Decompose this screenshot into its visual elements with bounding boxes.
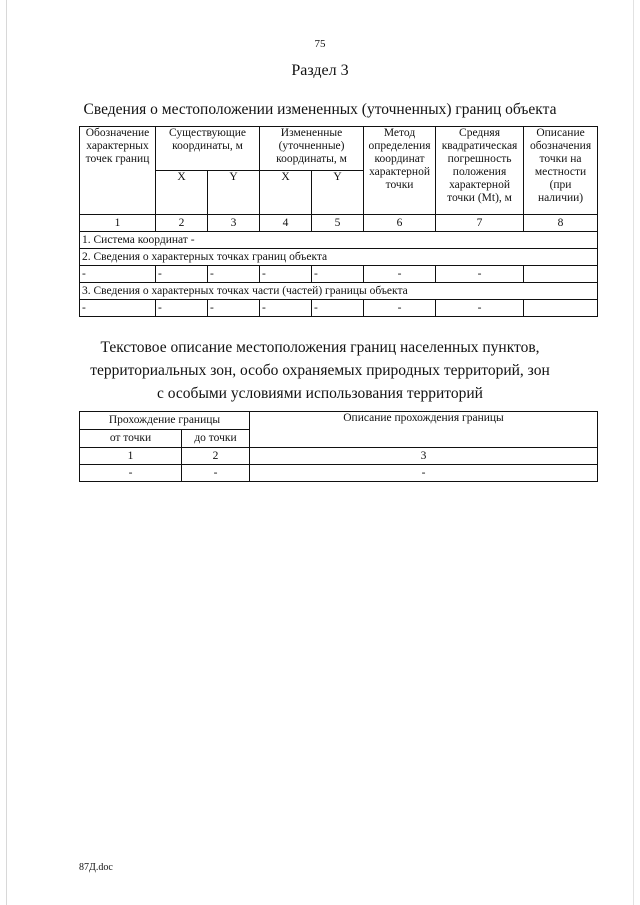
- scan-edge-left: [6, 0, 7, 905]
- header-error: Средняя квадратическая погрешность положения характерной точки (Mt), м: [436, 127, 524, 215]
- boundary-description-table: [79, 411, 598, 482]
- table-cell: -: [156, 266, 208, 283]
- column-number: 2: [156, 215, 208, 232]
- section-part-boundary-points: 3. Сведения о характерных точках части (частей) границы объекта: [80, 283, 598, 300]
- column-number: 1: [80, 448, 182, 465]
- boundary-table-title: Сведения о местоположении измененных (уточненных) границ объекта: [83, 101, 557, 118]
- page-number: 75: [314, 38, 326, 50]
- table-cell: -: [208, 300, 260, 317]
- section-title: Раздел 3: [291, 62, 349, 79]
- header-method: Метод определения координат характерной точки: [364, 127, 436, 215]
- table-cell: -: [80, 266, 156, 283]
- column-number: 2: [182, 448, 250, 465]
- header-changed-coordinates: Измененные (уточненные) координаты, м: [260, 127, 364, 171]
- column-number: 3: [208, 215, 260, 232]
- column-number: 1: [80, 215, 156, 232]
- table-cell: -: [156, 300, 208, 317]
- section-coordinate-system: 1. Система координат -: [80, 232, 598, 249]
- file-name-footer: 87Д.doc: [79, 862, 113, 873]
- section-row: [80, 283, 598, 300]
- header-from-point: от точки: [80, 430, 182, 448]
- column-number: 6: [364, 215, 436, 232]
- header-row-1: [80, 412, 598, 430]
- table-row: [80, 465, 598, 482]
- table-cell: -: [250, 465, 598, 482]
- column-number-row: [80, 215, 598, 232]
- table-cell: [524, 300, 598, 317]
- table-row: [80, 266, 598, 283]
- section-boundary-points: 2. Сведения о характерных точках границ объекта: [80, 249, 598, 266]
- text-description-title: [60, 336, 580, 405]
- table-cell: -: [312, 300, 364, 317]
- header-changed-y: Y: [312, 171, 364, 215]
- scan-edge-right: [633, 0, 634, 905]
- header-existing-x: X: [156, 171, 208, 215]
- table-cell: -: [364, 300, 436, 317]
- table-cell: -: [364, 266, 436, 283]
- header-point-designation: Обозначение характерных точек границ: [80, 127, 156, 215]
- column-number: 7: [436, 215, 524, 232]
- header-existing-y: Y: [208, 171, 260, 215]
- header-changed-x: X: [260, 171, 312, 215]
- header-point-description: Описание обозначения точки на местности (при наличии): [524, 127, 598, 215]
- title-line: с особыми условиями использования территорий: [157, 385, 483, 402]
- column-number-row: [80, 448, 598, 465]
- table-cell: -: [182, 465, 250, 482]
- section-row: [80, 249, 598, 266]
- header-to-point: до точки: [182, 430, 250, 448]
- table-cell: -: [260, 300, 312, 317]
- section-row: [80, 232, 598, 249]
- header-passage-description: Описание прохождения границы: [250, 412, 598, 448]
- column-number: 3: [250, 448, 598, 465]
- column-number: 4: [260, 215, 312, 232]
- column-number: 8: [524, 215, 598, 232]
- title-line: территориальных зон, особо охраняемых природных территорий, зон: [90, 362, 550, 379]
- table-cell: -: [436, 266, 524, 283]
- header-row-1: [80, 127, 598, 171]
- header-boundary-passage: Прохождение границы: [80, 412, 250, 430]
- table-cell: -: [260, 266, 312, 283]
- table-cell: -: [80, 300, 156, 317]
- boundary-points-table: [79, 126, 598, 317]
- table-cell: -: [312, 266, 364, 283]
- table-cell: -: [80, 465, 182, 482]
- table-cell: [524, 266, 598, 283]
- table-cell: -: [436, 300, 524, 317]
- column-number: 5: [312, 215, 364, 232]
- title-line: Текстовое описание местоположения границ населенных пунктов,: [100, 339, 540, 356]
- table-cell: -: [208, 266, 260, 283]
- table-row: [80, 300, 598, 317]
- header-existing-coordinates: Существующие координаты, м: [156, 127, 260, 171]
